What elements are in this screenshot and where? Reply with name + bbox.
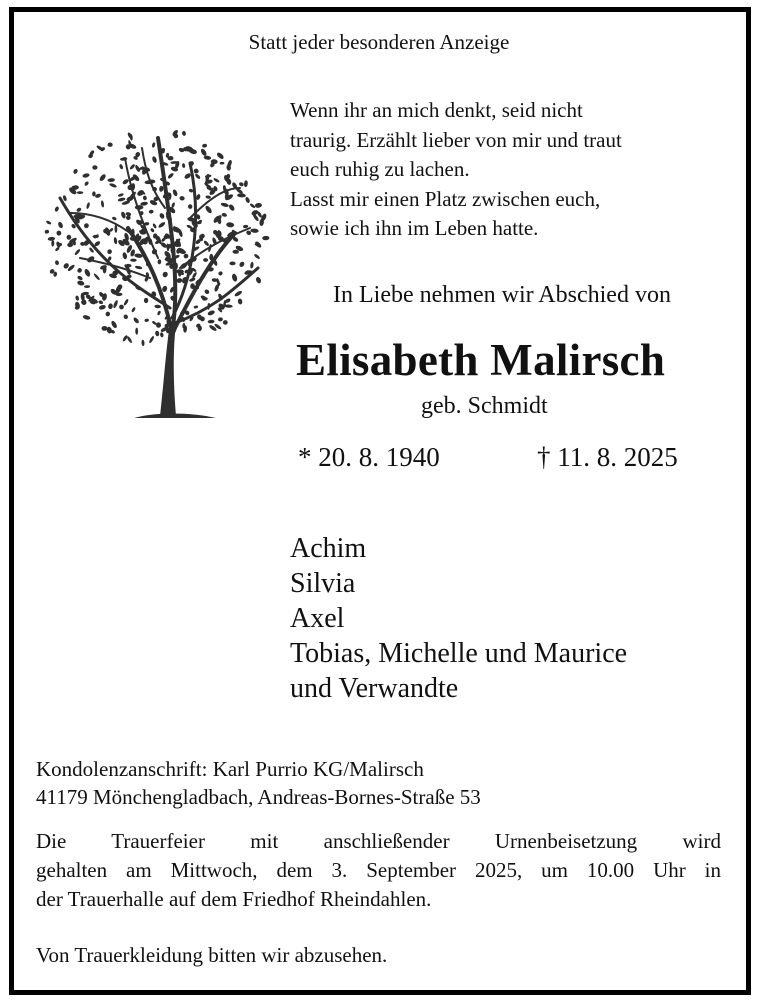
tree-leaf <box>228 203 236 211</box>
address-line: Kondolenzanschrift: Karl Purrio KG/Malirsch <box>36 757 424 781</box>
mourner: Tobias, Michelle und Maurice <box>290 638 628 669</box>
deceased-name: Elisabeth Malirsch <box>296 335 666 385</box>
tree-leaf <box>249 203 256 209</box>
tree-leaf <box>77 191 84 194</box>
tree-leaf <box>250 262 254 269</box>
tree-leaf <box>262 236 269 241</box>
tree-leaf <box>140 201 148 206</box>
tree-leaf <box>238 181 244 187</box>
tree-leaf <box>117 193 124 198</box>
tree-leaf <box>221 212 227 217</box>
condolence-address <box>36 755 481 811</box>
tree-leaf <box>152 223 157 229</box>
tree-leaf <box>244 180 248 187</box>
tree-leaf <box>54 206 60 212</box>
birth-date: * 20. 8. 1940 <box>298 442 440 472</box>
poem-line: euch ruhig zu lachen. <box>290 157 470 181</box>
mourner: Axel <box>290 603 345 634</box>
tree-leaf <box>56 231 61 236</box>
tree-leaf <box>156 322 162 328</box>
tree-leaf <box>76 267 82 273</box>
tree-leaf <box>222 320 228 325</box>
tree-leaf <box>82 173 90 179</box>
tree-leaf <box>109 182 117 188</box>
tree-leaf <box>107 178 115 182</box>
tree-leaf <box>237 193 246 198</box>
tree-icon <box>30 118 270 428</box>
tree-leaf <box>202 143 208 148</box>
tree-leaf <box>93 273 100 281</box>
poem-line: traurig. Erzählt lieber von mir und traut <box>290 127 622 152</box>
tree-leaf <box>226 222 235 228</box>
tree-leaf <box>149 209 154 213</box>
poem-line: Lasst mir einen Platz zwischen euch, <box>290 186 601 211</box>
tree-leaf <box>107 249 113 255</box>
tree-leaf <box>218 271 224 277</box>
tree-leaf <box>107 142 112 147</box>
death-date: † 11. 8. 2025 <box>537 442 678 472</box>
tree-leaf <box>158 221 166 228</box>
mourner: Achim <box>290 533 367 564</box>
tree-leaf <box>200 148 208 157</box>
tree-leaf <box>205 195 211 199</box>
tree-leaf <box>129 163 136 170</box>
tree-leaf <box>183 254 188 259</box>
tree-leaf <box>250 228 259 233</box>
tree-leaf <box>216 151 225 160</box>
tree-leaf <box>143 195 147 200</box>
tree-leaf <box>204 205 213 215</box>
tree-leaf <box>220 202 229 208</box>
tree-leaf <box>46 220 52 225</box>
ceremony-line: gehalten am Mittwoch, dem 3. September 2025, um 10.00 Uhr in <box>36 858 721 882</box>
tree-leaf <box>179 196 185 201</box>
tree-leaf <box>122 178 130 185</box>
tree-leaf <box>208 320 215 324</box>
tree-leaf <box>159 212 166 219</box>
tree-leaf <box>44 229 49 234</box>
tree-leaf <box>135 265 143 270</box>
tree-leaf <box>133 317 140 325</box>
tree-leaf <box>182 131 187 137</box>
tree-leaf <box>117 197 125 202</box>
farewell-intro: In Liebe nehmen wir Abschied von <box>333 282 671 308</box>
tree-leaf <box>162 271 169 278</box>
tree-leaf <box>83 268 91 277</box>
tree-leaf <box>218 317 223 322</box>
tree-leaf <box>76 207 82 213</box>
tree-leaf <box>157 259 161 264</box>
tree-leaf <box>213 177 220 183</box>
tree-leaf <box>113 237 117 245</box>
tree-leaf <box>119 164 124 170</box>
address-line: 41179 Mönchengladbach, Andreas-Bornes-Straße 53 <box>36 785 481 809</box>
tree-leaf <box>55 260 60 266</box>
poem-line: Wenn ihr an mich denkt, seid nicht <box>290 98 583 122</box>
tree-leaf <box>141 340 144 347</box>
tree-leaf <box>245 196 251 203</box>
mourners-list <box>290 531 627 706</box>
tree-leaf <box>120 211 126 219</box>
tree-leaf <box>144 318 149 322</box>
closing-note: Von Trauerkleidung bitten wir abzusehen. <box>36 943 388 967</box>
tree-leaf <box>159 185 164 192</box>
tree-leaf <box>112 216 117 221</box>
tree-leaf <box>86 202 91 209</box>
tree-leaf <box>82 314 91 320</box>
tree-leaf <box>229 262 235 266</box>
ceremony-notice <box>36 827 721 914</box>
tree-leaf <box>123 314 129 320</box>
tree-leaf <box>74 248 81 255</box>
tree-leaf <box>232 250 239 254</box>
tree-leaf <box>101 200 105 208</box>
header-line: Statt jeder besonderen Anzeige <box>248 30 510 54</box>
mourner: Silvia <box>290 568 356 599</box>
tree-leaf <box>220 162 225 165</box>
tree-leaf <box>150 228 155 233</box>
tree-leaf <box>148 335 154 343</box>
tree-leaf <box>122 252 128 260</box>
tree-leaf <box>151 156 157 164</box>
tree-leaf <box>182 163 186 168</box>
tree-leaf <box>66 235 71 240</box>
mourner: und Verwandte <box>290 673 459 704</box>
poem <box>290 96 622 244</box>
tree-leaf <box>231 273 238 282</box>
tree-leaf <box>193 168 200 175</box>
tree-leaf <box>253 253 260 260</box>
tree-leaf <box>188 204 192 209</box>
tree-leaf <box>83 222 90 229</box>
ceremony-line: Die Trauerfeier mit anschließender Urnenbeisetzung wird <box>36 829 721 853</box>
tree-leaf <box>110 320 118 329</box>
tree-leaf <box>77 275 84 281</box>
tree-leaf <box>73 168 79 174</box>
tree-leaf <box>157 310 161 315</box>
tree-leaf <box>67 242 74 247</box>
tree-leaf <box>105 311 110 316</box>
tree-leaf <box>151 142 155 148</box>
tree-leaf <box>160 332 164 338</box>
tree-leaf <box>172 189 178 197</box>
tree-leaf <box>99 173 107 182</box>
tree-leaf <box>48 237 56 242</box>
tree-leaf <box>238 261 245 268</box>
tree-leaf <box>102 326 108 331</box>
poem-line: sowie ich ihn im Leben hatte. <box>290 216 539 240</box>
tree-leaf <box>203 155 211 160</box>
tree-leaf <box>155 330 160 336</box>
tree-leaf <box>51 240 54 247</box>
tree-leaf <box>84 181 90 187</box>
tree-leaf <box>92 165 97 170</box>
tree-leaf <box>135 328 138 335</box>
tree-leaf <box>57 221 64 229</box>
tree-leaf <box>203 258 208 262</box>
tree-leaf <box>207 310 215 317</box>
tree-leaf <box>130 259 137 262</box>
ceremony-line: der Trauerhalle auf dem Friedhof Rheindahlen. <box>36 887 432 911</box>
maiden-name: geb. Schmidt <box>421 393 548 419</box>
tree-leaf <box>194 173 201 180</box>
tree-leaf <box>203 240 210 247</box>
tree-leaf <box>167 172 174 179</box>
tree-leaf <box>126 336 133 344</box>
tree-leaf <box>255 203 263 209</box>
